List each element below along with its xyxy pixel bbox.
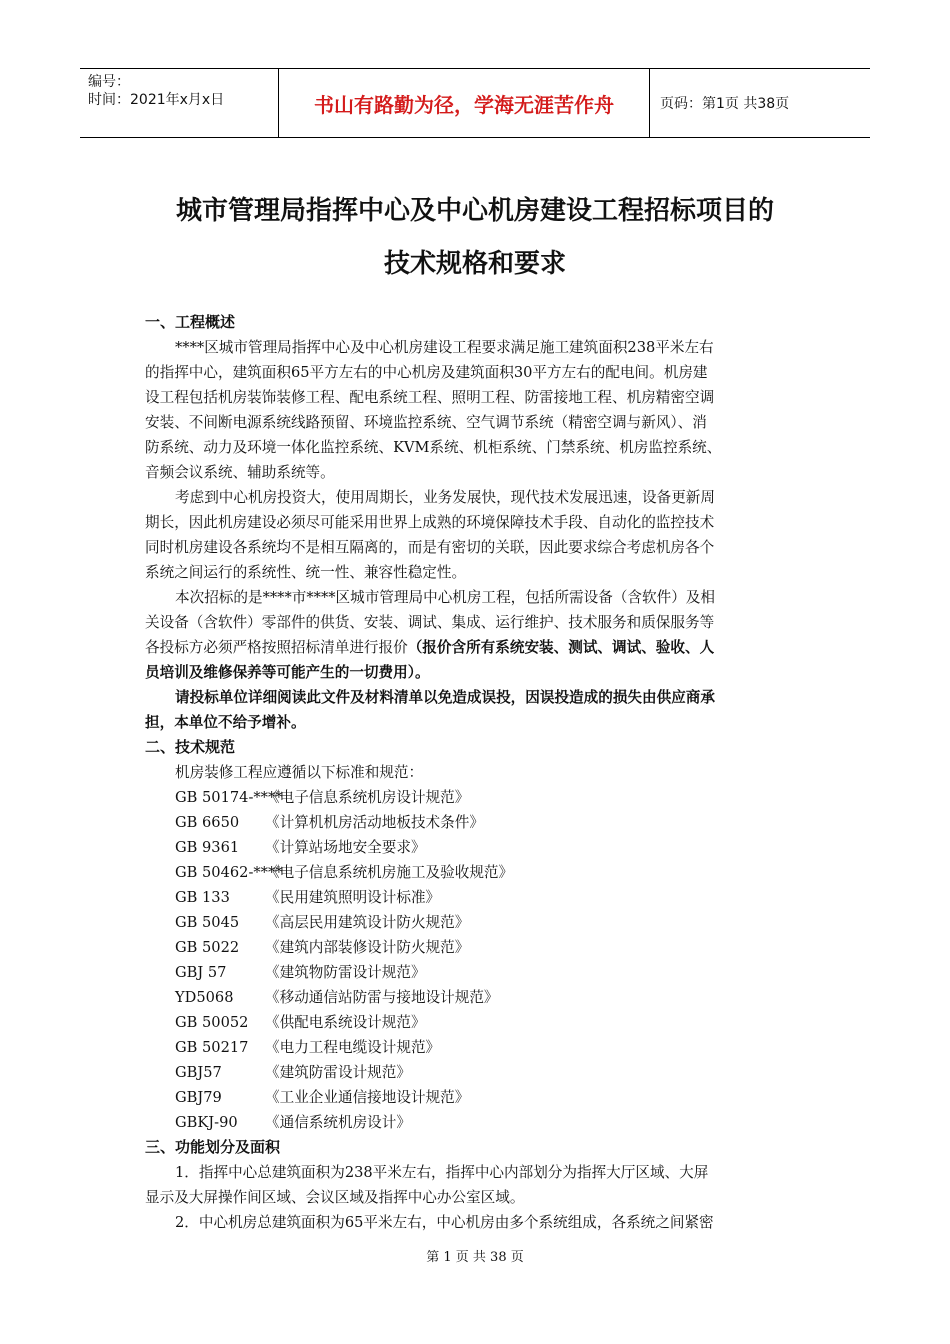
standard-name: 《建筑防雷设计规范》 [265, 1064, 411, 1081]
section1-p1-line: 音频会议系统、辅助系统等。 [145, 464, 335, 481]
document-number-label: 编号： [88, 74, 130, 90]
section1-p3-line: 本次招标的是****市****区城市管理局中心机房工程，包括所需设备（含软件）及相 [175, 589, 715, 606]
standard-name: 《电力工程电缆设计规范》 [265, 1039, 441, 1056]
section3-heading: 三、功能划分及面积 [145, 1138, 281, 1156]
standard-code: GB 6650 [175, 814, 240, 831]
section3-item2-line: 2．中心机房总建筑面积为65平米左右，中心机房由多个系统组成，各系统之间紧密 [175, 1214, 714, 1231]
document-body [145, 310, 810, 1235]
standard-code: GB 50174-**** [175, 789, 283, 806]
standard-name: 《电子信息系统机房施工及验收规范》 [265, 864, 514, 881]
standard-row [145, 1085, 810, 1110]
section1-p1-line: 设工程包括机房装饰装修工程、配电系统工程、照明工程、防雷接地工程、机房精密空调 [145, 389, 715, 406]
document-title-line1: 城市管理局指挥中心及中心机房建设工程招标项目的 [175, 196, 774, 226]
standard-row [145, 860, 810, 885]
section1-p2-line: 期长，因此机房建设必须尽可能采用世界上成熟的环境保障技术手段、自动化的监控技术 [145, 514, 715, 531]
standard-code: GB 133 [175, 889, 230, 906]
standard-code: GBJ79 [175, 1089, 222, 1106]
standard-row [145, 1060, 810, 1085]
standard-name: 《计算机机房活动地板技术条件》 [265, 814, 484, 831]
document-title-line2: 技术规格和要求 [383, 249, 566, 279]
page-footer: 第 1 页 共 38 页 [426, 1250, 524, 1265]
section1-p3-bold: （报价含所有系统安装、测试、调试、验收、人 [407, 639, 715, 656]
standard-row [145, 960, 810, 985]
section1-p2-line: 同时机房建设各系统均不是相互隔离的，而是有密切的关联，因此要求综合考虑机房各个 [145, 539, 715, 556]
section1-p1-line: 安装、不间断电源系统线路预留、环境监控系统、空气调节系统（精密空调与新风）、消 [145, 414, 707, 431]
standard-name: 《建筑物防雷设计规范》 [265, 964, 426, 981]
standard-row [145, 1010, 810, 1035]
standards-list [145, 785, 810, 1135]
standard-name: 《移动通信站防雷与接地设计规范》 [265, 989, 499, 1006]
standard-row [145, 1110, 810, 1135]
section1-p3-line: 关设备（含软件）零部件的供货、安装、调试、集成、运行维护、技术服务和质保服务等 [145, 614, 715, 631]
header-page-info: 页码：第1页 共38页 [660, 96, 790, 112]
document-time-label: 时间：2021年x月x日 [88, 92, 225, 108]
standard-name: 《计算站场地安全要求》 [265, 839, 426, 856]
section1-p4-line: 担，本单位不给予增补。 [145, 714, 306, 731]
standard-code: GBJ 57 [175, 964, 227, 981]
standard-row [145, 910, 810, 935]
section1-p1-line: 的指挥中心，建筑面积65平方左右的中心机房及建筑面积30平方左右的配电间。机房建 [145, 364, 708, 381]
standard-name: 《高层民用建筑设计防火规范》 [265, 914, 470, 931]
header-left-cell [80, 69, 279, 137]
standard-row [145, 1035, 810, 1060]
standard-code: GB 50462-**** [175, 864, 283, 881]
section2-intro: 机房装修工程应遵循以下标准和规范： [175, 764, 424, 781]
standard-code: GB 9361 [175, 839, 240, 856]
standard-row [145, 935, 810, 960]
standard-code: GBKJ-90 [175, 1114, 238, 1131]
standard-code: GB 50052 [175, 1014, 249, 1031]
section1-p2-line: 考虑到中心机房投资大，使用周期长，业务发展快，现代技术发展迅速，设备更新周 [175, 489, 715, 506]
standard-code: GBJ57 [175, 1064, 222, 1081]
standard-name: 《建筑内部装修设计防火规范》 [265, 939, 470, 956]
section1-p4-line: 请投标单位详细阅读此文件及材料清单以免造成误投，因误投造成的损失由供应商承 [175, 689, 715, 706]
standard-name: 《工业企业通信接地设计规范》 [265, 1089, 470, 1106]
section1-p3-line: 员培训及维修保养等可能产生的一切费用）。 [145, 664, 430, 681]
standard-code: GB 5045 [175, 914, 240, 931]
standard-name: 《供配电系统设计规范》 [265, 1014, 426, 1031]
standard-row [145, 785, 810, 810]
standard-row [145, 835, 810, 860]
section1-p2-line: 系统之间运行的系统性、统一性、兼容性稳定性。 [145, 564, 467, 581]
section1-p1-line: ****区城市管理局指挥中心及中心机房建设工程要求满足施工建筑面积238平米左右 [175, 339, 714, 356]
standard-code: YD5068 [175, 989, 234, 1006]
standard-code: GB 5022 [175, 939, 240, 956]
standard-name: 《民用建筑照明设计标准》 [265, 889, 441, 906]
section1-p3-normal: 各投标方必须严格按照招标清单进行报价 [145, 639, 408, 656]
standard-name: 《电子信息系统机房设计规范》 [265, 789, 470, 806]
standard-row [145, 810, 810, 835]
section1-p3-line [145, 635, 810, 660]
header-motto: 书山有路勤为径，学海无涯苦作舟 [279, 69, 650, 137]
section3-item1-line: 1．指挥中心总建筑面积为238平米左右，指挥中心内部划分为指挥大厅区域、大屏 [175, 1164, 709, 1181]
standard-code: GB 50217 [175, 1039, 249, 1056]
section2-heading: 二、技术规范 [145, 738, 236, 756]
standard-row [145, 985, 810, 1010]
standard-name: 《通信系统机房设计》 [265, 1114, 411, 1131]
section1-heading: 一、工程概述 [145, 313, 236, 331]
section1-p1-line: 防系统、动力及环境一体化监控系统、KVM系统、机柜系统、门禁系统、机房监控系统、 [145, 439, 722, 456]
section3-item1-line: 显示及大屏操作间区域、会议区域及指挥中心办公室区域。 [145, 1189, 525, 1206]
standard-row [145, 885, 810, 910]
page-header [80, 68, 870, 138]
